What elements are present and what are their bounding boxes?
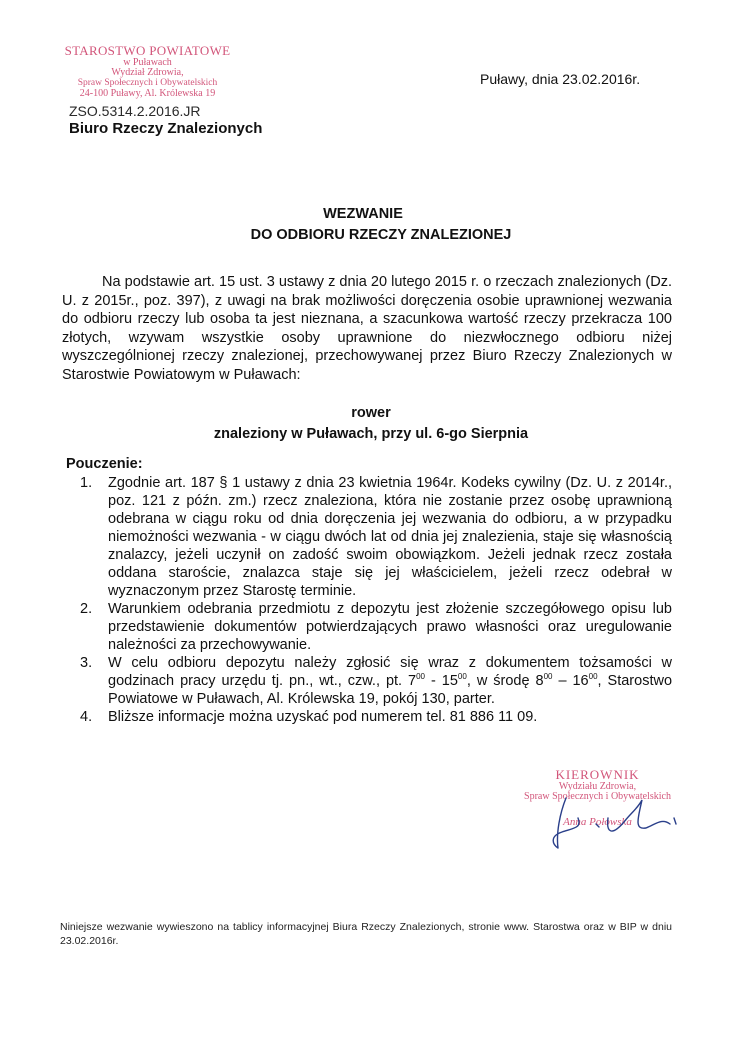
handwritten-signature bbox=[538, 778, 698, 858]
text-part: , w środę 8 bbox=[466, 673, 544, 689]
instructions-heading: Pouczenie: bbox=[66, 456, 143, 472]
list-item-text: Warunkiem odebrania przedmiotu z depozytu jest złożenie szczegółowego opisu lub przedstawienie dokumentów potwierdzających prawo własności oraz uregulowanie należności za przechowywanie. bbox=[108, 601, 672, 653]
list-item-text: Bliższe informacje można uzyskać pod numerem tel. 81 886 11 09. bbox=[108, 709, 538, 725]
footer-note: Niniejsze wezwanie wywieszono na tablicy informacyjnej Biura Rzeczy Znalezionych, stronie www. Starostwa oraz w BIP w dniu 23.02.2016r. bbox=[60, 921, 672, 947]
reference-number: ZSO.5314.2.2016.JR bbox=[69, 103, 201, 119]
text-part: - 15 bbox=[425, 673, 458, 689]
list-item bbox=[80, 474, 672, 600]
text-part: – 16 bbox=[552, 673, 589, 689]
stamp-line: Spraw Społecznych i Obywatelskich bbox=[77, 77, 218, 88]
stamp-line: 24-100 Puławy, Al. Królewska 19 bbox=[79, 87, 216, 99]
text-part: W celu odbioru depozytu należy zgłosić się wraz z dokumentem tożsamości w godzinach pracy urzędu tj. pn., wt., czw., pt. 7 bbox=[108, 655, 672, 689]
list-number: 3. bbox=[80, 655, 93, 671]
list-item bbox=[80, 654, 672, 708]
list-number: 2. bbox=[80, 601, 93, 617]
stamp-line: w Puławach bbox=[123, 56, 172, 68]
body-paragraph bbox=[62, 273, 672, 384]
stamp-line: Wydziału Zdrowia, bbox=[558, 780, 637, 792]
superscript: 00 bbox=[416, 672, 426, 682]
list-item-text: Zgodnie art. 187 § 1 ustawy z dnia 23 kwietnia 1964r. Kodeks cywilny (Dz. U. z 2014r., poz. 121 z późn. zm.) rzecz znaleziona, która nie zostanie przez osobę uprawnioną odebrana w ciągu roku od dnia doręczenia jej wezwania do odbioru, a w przypadku niemożności wezwania - w ciągu dwóch lat od dnia jej znalezienia, staje się własnością znalazcy, jeżeli uczynił on zadość swoim obowiązkom. Jeżeli jednak rzecz została oddana staroście, znalazca staje się jej właścicielem, jeżeli rzecz odebrał w wyznaczonym przez Starostę terminie. bbox=[108, 475, 672, 599]
stamp-line: Spraw Społecznych i Obywatelskich bbox=[524, 791, 671, 803]
list-item-text bbox=[108, 655, 672, 707]
body-paragraph-text: Na podstawie art. 15 ust. 3 ustawy z dnia 20 lutego 2015 r. o rzeczach znalezionych (Dz. U. z 2015r., poz. 397), z uwagi na brak możliwości doręczenia osobie uprawnionej wezwania do odbioru rzeczy lub osoba ta jest nieznana, a szacunkowa wartość rzeczy przekracza 100 złotych, wzywam wszystkie osoby uprawnione do niezwłocznego odbioru niżej wyszczególnionej rzeczy znalezionej, przechowywanej przez Biuro Rzeczy Znalezionych w Starostwie Powiatowym w Puławach: bbox=[62, 274, 672, 383]
office-stamp bbox=[55, 44, 240, 99]
document-title: WEZWANIE bbox=[323, 206, 403, 222]
list-item bbox=[80, 600, 672, 654]
list-number: 4. bbox=[80, 709, 93, 725]
document-subtitle: DO ODBIORU RZECZY ZNALEZIONEJ bbox=[250, 227, 512, 243]
stamp-line: STAROSTWO POWIATOWE bbox=[64, 43, 231, 58]
text-part: , Starostwo Powiatowe w Puławach, Al. Królewska 19, pokój 130, parter. bbox=[108, 673, 673, 707]
document-date: Puławy, dnia 23.02.2016r. bbox=[480, 71, 641, 87]
superscript: 00 bbox=[543, 672, 553, 682]
list-item bbox=[80, 708, 672, 726]
signatory-name: Anna Połowska bbox=[563, 815, 632, 828]
found-location: znaleziony w Puławach, przy ul. 6-go Sierpnia bbox=[213, 426, 529, 442]
instructions-list bbox=[80, 474, 672, 726]
stamp-title: KIEROWNIK bbox=[555, 767, 640, 782]
superscript: 00 bbox=[588, 672, 598, 682]
stamp-line: Wydział Zdrowia, bbox=[111, 67, 184, 79]
found-item: rower bbox=[351, 405, 391, 421]
superscript: 00 bbox=[457, 672, 467, 682]
office-name: Biuro Rzeczy Znalezionych bbox=[69, 120, 263, 137]
list-number: 1. bbox=[80, 475, 93, 491]
